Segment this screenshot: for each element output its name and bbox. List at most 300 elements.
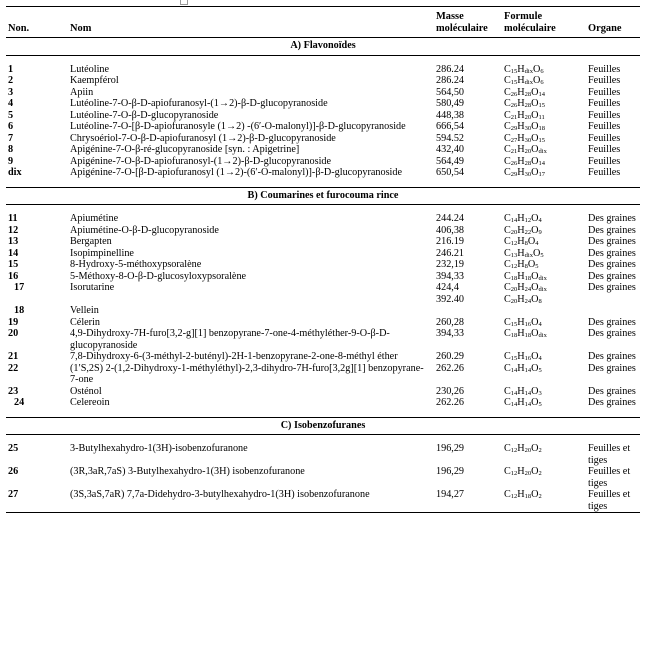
table-row: [6, 87, 640, 99]
compound-no: 4: [8, 98, 14, 109]
formula-element: C: [504, 109, 511, 121]
table-row: [6, 466, 640, 489]
section-title: C) Isobenzofuranes: [6, 417, 640, 435]
table-row: [6, 248, 640, 260]
compound-name: 4,9-Dihydroxy-7H-furo[3,2-g][1] benzopyrane-7-one-4-méthyléther-9-O-β-D-glucopyranoside: [70, 328, 390, 351]
formula-element: H: [517, 362, 525, 374]
compound-name: 3-Butylhexahydro-1(3H)-isobenzofuranone: [70, 443, 248, 454]
mass-value: 424,4: [436, 282, 459, 293]
compound-name: 8-Hydroxy-5-méthoxypsoralène: [70, 259, 202, 270]
molecular-mass: [434, 317, 502, 329]
table-row: [6, 144, 640, 156]
molecular-formula: [504, 133, 545, 144]
formula-subscript: 9: [538, 228, 542, 236]
formula-subscript: 18: [510, 332, 518, 339]
compounds-table: [6, 6, 640, 513]
formula-cell: [502, 55, 586, 75]
compound-name: (3R,3aR,7aS) 3-Butylhexahydro-1(3H) isobenzofuranone: [70, 466, 305, 477]
formula-subscript: 4: [535, 240, 539, 247]
molecular-formula: [504, 282, 547, 293]
formula-element: O: [531, 121, 539, 132]
formula-cell: [502, 121, 586, 133]
organ: Feuilles: [588, 86, 621, 98]
formula-cell: [502, 271, 586, 283]
formula-element: O: [531, 155, 539, 167]
formula-subscript: 8: [524, 263, 528, 270]
formula-subscript: 5: [540, 251, 544, 259]
molecular-mass: [434, 282, 502, 305]
formula-element: C: [504, 443, 511, 454]
mass-value: 286.24: [436, 63, 465, 75]
formula-element: H: [517, 75, 525, 86]
formula-subscript: 12: [510, 470, 518, 477]
compound-no: 12: [8, 224, 19, 236]
formula-subscript: 4: [538, 320, 542, 328]
molecular-formula: [504, 489, 542, 500]
compound-name: Isopimpinelline: [70, 247, 134, 259]
formula-element: O: [531, 109, 539, 121]
table-row: [6, 236, 640, 248]
formula-subscript: 5: [535, 263, 539, 270]
formula-subscript: 12: [510, 263, 518, 270]
formula-element: H: [517, 144, 525, 155]
mass-value: 432,40: [436, 144, 465, 155]
formula-subscript: 4: [538, 217, 542, 224]
mass-value: 244.24: [436, 213, 465, 224]
formula-subscript: dix: [538, 274, 547, 282]
formula-element: C: [504, 144, 511, 155]
formula-subscript: 2: [538, 493, 542, 500]
formula-element: C: [504, 213, 511, 224]
formula-element: O: [531, 397, 539, 408]
formula-cell: [502, 317, 586, 329]
formula-element: O: [531, 224, 539, 236]
organ: Feuilles: [588, 63, 621, 75]
formula-subscript: 15: [510, 67, 518, 75]
compound-name: Lutéoline-7-O-β-D-glucopyranoside: [70, 109, 219, 121]
formula-subscript: 21: [510, 148, 518, 155]
section-title: A) Flavonoïdes: [6, 38, 640, 56]
formula-subscript: 18: [510, 274, 518, 282]
organ: Feuilles et tiges: [588, 466, 631, 489]
organ: Feuilles: [588, 132, 621, 144]
molecular-formula: [504, 363, 542, 374]
compound-name: Lutéoline: [70, 63, 110, 75]
molecular-mass: [434, 236, 502, 248]
formula-subscript: 28: [524, 102, 532, 109]
section-header-row: [6, 187, 640, 205]
formula-subscript: 13: [510, 251, 518, 259]
formula-element: O: [531, 443, 539, 454]
formula-element: O: [531, 351, 539, 362]
compound-no: 16: [8, 270, 19, 282]
table-row: [6, 110, 640, 122]
formula-subscript: 6: [540, 79, 544, 86]
molecular-formula: [504, 443, 542, 454]
organ: Des graines: [588, 213, 636, 224]
formula-cell: [502, 98, 586, 110]
organ: Feuilles: [588, 121, 621, 132]
formula-subscript: dix: [538, 332, 547, 339]
organ: Des graines: [588, 385, 636, 397]
table-row: [6, 98, 640, 110]
mass-value: 230,26: [436, 385, 465, 397]
table-row: [6, 121, 640, 133]
formula-subscript: 2: [538, 470, 542, 477]
molecular-formula: [504, 466, 542, 477]
formula-element: O: [531, 362, 539, 374]
formula-element: H: [517, 282, 525, 293]
formula-subscript: 21: [510, 113, 518, 121]
compound-no: 27: [6, 489, 68, 513]
formula-subscript: 14: [510, 217, 518, 224]
compound-name: Isorutarine: [70, 282, 115, 293]
section-header-row: [6, 417, 640, 435]
formula-subscript: 15: [538, 102, 546, 109]
formula-cell: [502, 328, 586, 351]
formula-cell: [502, 144, 586, 156]
formula-element: O: [531, 328, 539, 339]
mass-value: 196,29: [436, 466, 465, 477]
formula-element: O: [532, 75, 541, 86]
formula-element: O: [531, 144, 539, 155]
formula-subscript: 4: [538, 355, 542, 362]
compound-name: Celereoin: [70, 397, 110, 408]
formula-element: H: [517, 270, 525, 282]
formula-cell: [502, 248, 586, 260]
mass-value: 564,50: [436, 86, 465, 98]
molecular-formula: [504, 156, 545, 167]
formula-subscript: 8: [538, 297, 542, 305]
formula-subscript: 15: [538, 136, 546, 144]
formula-subscript: 18: [524, 493, 532, 500]
compound-no: 6: [8, 121, 14, 132]
mass-value: 262.26: [436, 362, 465, 374]
section-header-row: [6, 38, 640, 56]
table-row: [6, 305, 640, 317]
formula-cell: [502, 110, 586, 122]
molecular-mass: [434, 55, 502, 75]
spacer-row: [6, 409, 640, 418]
table-row: [6, 435, 640, 467]
header-nom: Nom: [70, 22, 92, 34]
formula-element: C: [504, 385, 511, 397]
molecular-formula: [504, 271, 547, 282]
formula-subscript: 18: [524, 274, 532, 282]
formula-subscript: 14: [510, 366, 518, 374]
organ: Des graines: [588, 247, 636, 259]
formula-subscript: 24: [524, 286, 532, 293]
compound-name: (1′S,2S) 2-(1,2-Dihydroxy-1-méthyléthyl)-2,3-dihydro-7H-furo[3,2g][1] benzopyrane-7-one: [70, 362, 424, 385]
molecular-mass: [434, 110, 502, 122]
molecular-mass: [434, 397, 502, 409]
formula-subscript: 14: [524, 401, 532, 408]
formula-element: O: [531, 132, 539, 144]
compound-name: Apigénine-7-O-β-ré-glucopyranoside [syn. : Apigetrine]: [70, 144, 300, 155]
formula-subscript: 14: [538, 90, 546, 98]
formula-subscript: 29: [510, 171, 518, 178]
compound-no: 7: [8, 132, 14, 144]
formula-subscript: 20: [510, 286, 518, 293]
mass-value: 394,33: [436, 270, 465, 282]
formula-cell: [502, 435, 586, 467]
molecular-mass: [434, 271, 502, 283]
mass-value: 196,29: [436, 443, 465, 454]
organ: Des graines: [588, 282, 636, 293]
formula-element: O: [531, 385, 539, 397]
compound-name: Chrysoériol-7-O-β-D-apiofuranosyl (1→2)-β-D-glucopyranoside: [70, 132, 336, 144]
molecular-formula: [504, 75, 544, 86]
formula-subscript: 20: [524, 447, 532, 454]
formula-subscript: 24: [524, 297, 532, 305]
formula-element: H: [517, 466, 525, 477]
compound-no: 20: [8, 328, 19, 339]
compound-no: 9: [8, 155, 14, 167]
compound-name: 7,8-Dihydroxy-6-(3-méthyl-2-butényl)-2H-1-benzopyrane-2-one-8-méthyl éther: [70, 351, 398, 362]
formula-element: C: [504, 155, 511, 167]
organ: Des graines: [588, 397, 636, 408]
compound-no: 24: [14, 397, 25, 408]
formula-element: H: [517, 213, 525, 224]
formula-element: H: [517, 328, 525, 339]
molecular-mass: [434, 156, 502, 168]
molecular-formula: [504, 386, 542, 397]
formula-element: O: [531, 489, 539, 500]
formula-element: C: [504, 270, 511, 282]
formula-cell: [502, 236, 586, 248]
formula-element: C: [504, 259, 511, 270]
formula-cell: [502, 466, 586, 489]
organ: Des graines: [588, 259, 636, 270]
table-row: [6, 156, 640, 168]
compound-no: 23: [8, 385, 19, 397]
molecular-formula: [504, 259, 539, 270]
table-row: [6, 328, 640, 351]
formula-subscript: 8: [524, 240, 528, 247]
table-row: [6, 386, 640, 398]
compound-no: 26: [8, 466, 19, 477]
formula-subscript: 29: [510, 125, 518, 132]
compound-name: Osténol: [70, 385, 102, 397]
mass-value: 286.24: [436, 75, 465, 86]
molecular-formula: [504, 167, 545, 178]
organ: Des graines: [588, 224, 636, 236]
formula-subscript: 14: [538, 159, 546, 167]
formula-subscript: 3: [538, 389, 542, 397]
formula-subscript: 20: [524, 148, 532, 155]
table-row: [6, 282, 640, 305]
formula-element: C: [504, 282, 511, 293]
header-no: Non.: [8, 22, 30, 34]
compound-name: Apigénine-7-O-[β-D-apiofuranosyl (1→2)-(6′-O-malonyl)]-β-D-glucopyranoside: [70, 167, 402, 178]
compound-no: 5: [8, 109, 14, 121]
formula-element: H: [517, 259, 525, 270]
formula-subscript: 16: [524, 355, 532, 362]
section-title: B) Coumarines et furocouma rince: [6, 187, 640, 205]
formula-element: C: [504, 293, 511, 305]
molecular-formula: [504, 98, 545, 109]
mass-value: 650,54: [436, 167, 465, 178]
spacer-row: [6, 179, 640, 188]
compound-no: 25: [8, 443, 19, 454]
formula-subscript: 6: [540, 67, 544, 75]
formula-element: O: [532, 63, 541, 75]
mass-value: 448,38: [436, 109, 465, 121]
compound-no: 19: [8, 316, 19, 328]
formula-cell: [502, 156, 586, 168]
molecular-mass: [434, 466, 502, 489]
organ: Des graines: [588, 270, 636, 282]
mass-value: 394,33: [436, 328, 465, 339]
molecular-formula: [504, 236, 539, 247]
page-edge-mark: [180, 0, 188, 5]
mass-value: 216.19: [436, 236, 465, 247]
formula-element: O: [527, 236, 536, 247]
formula-subscript: 12: [510, 447, 518, 454]
formula-subscript: dix: [538, 148, 547, 155]
formula-subscript: 5: [538, 401, 542, 408]
formula-element: C: [504, 466, 511, 477]
formula-cell: [502, 259, 586, 271]
formula-cell: [502, 282, 586, 305]
formula-subscript: 12: [510, 493, 518, 500]
molecular-mass: [434, 144, 502, 156]
formula-subscript: 20: [524, 113, 532, 121]
formula-subscript: 20: [510, 297, 518, 305]
formula-element: H: [517, 293, 525, 305]
organ: Des graines: [588, 316, 636, 328]
mass-value: 262.26: [436, 397, 465, 408]
compound-name: (3S,3aS,7aR) 7,7a-Didehydro-3-butylhexahydro-1(3H) isobenzofuranone: [68, 489, 434, 513]
formula-cell: [502, 133, 586, 145]
formula-subscript: 12: [524, 217, 532, 224]
compound-name: Vellein: [70, 305, 99, 316]
formula-cell: [502, 87, 586, 99]
table-row: [6, 205, 640, 225]
compound-name: Bergapten: [70, 236, 112, 247]
formula-element: H: [517, 86, 525, 98]
table-row: [6, 167, 640, 179]
compound-no: dix: [8, 167, 22, 178]
formula-cell: [502, 305, 586, 317]
formula-element: C: [504, 397, 511, 408]
table-row: [6, 225, 640, 237]
formula-element: O: [532, 247, 541, 259]
molecular-formula: [504, 351, 542, 362]
molecular-mass: [434, 435, 502, 467]
formula-element: H: [517, 443, 525, 454]
molecular-mass: [434, 248, 502, 260]
formula-element: H: [517, 155, 525, 167]
compound-name: Apiin: [70, 86, 94, 98]
table-row: [6, 271, 640, 283]
molecular-formula: [504, 317, 542, 328]
table-row: [6, 317, 640, 329]
spacer-cell: [6, 179, 640, 188]
formula-cell: [502, 167, 586, 179]
formula-element: O: [531, 270, 539, 282]
molecular-mass: [434, 121, 502, 133]
organ: Des graines: [588, 328, 636, 339]
molecular-mass: [434, 489, 502, 513]
formula-element: C: [504, 224, 511, 236]
molecular-mass: [434, 328, 502, 351]
compound-no: 11: [8, 213, 18, 224]
molecular-formula: [504, 225, 542, 236]
formula-subscript: 18: [524, 332, 532, 339]
mass-value: 666,54: [436, 121, 465, 132]
formula-subscript: 14: [510, 401, 518, 408]
formula-subscript: 11: [538, 113, 545, 121]
molecular-mass: [434, 98, 502, 110]
formula-element: C: [504, 75, 511, 86]
molecular-formula: [504, 87, 545, 98]
mass-value-2: 392.40: [436, 293, 465, 305]
formula-subscript: 28: [524, 90, 532, 98]
compound-no: 8: [8, 144, 14, 155]
formula-element: H: [517, 247, 525, 259]
organ: Feuilles: [588, 98, 621, 109]
compound-name: Lutéoline-7-O-β-D-apiofuranosyl-(1→2)-β-D-glucopyranoside: [70, 98, 328, 109]
formula-subscript: 30: [524, 125, 532, 132]
compound-no: 2: [8, 75, 14, 86]
compound-name: Kaempférol: [70, 75, 119, 86]
formula-element: O: [531, 293, 539, 305]
table-row: [6, 397, 640, 409]
compound-name: 5-Méthoxy-8-O-β-D-glucosyloxypsoralène: [70, 270, 247, 282]
formula-element: C: [504, 362, 511, 374]
formula-element: H: [517, 167, 525, 178]
molecular-mass: [434, 167, 502, 179]
mass-value: 564,49: [436, 155, 465, 167]
table-row: [6, 363, 640, 386]
organ: Feuilles: [588, 144, 621, 155]
formula-element: C: [504, 86, 511, 98]
formula-element: C: [504, 63, 511, 75]
mass-value: 260.29: [436, 351, 465, 362]
formula-subscript: 5: [538, 366, 542, 374]
table-row: [6, 351, 640, 363]
molecular-formula: [504, 121, 545, 132]
mass-value: 406,38: [436, 224, 465, 236]
compound-no: 17: [14, 282, 25, 293]
formula-element: C: [504, 316, 511, 328]
organ: Feuilles: [588, 75, 621, 86]
formula-element: H: [517, 98, 525, 109]
compound-name: Célerin: [70, 316, 100, 328]
molecular-mass: [434, 351, 502, 363]
formula-element: H: [517, 121, 525, 132]
formula-element: C: [504, 167, 511, 178]
header-masse: Masse moléculaire: [436, 11, 488, 34]
formula-element: O: [531, 316, 539, 328]
organ: Des graines: [588, 236, 636, 247]
formula-cell: [502, 225, 586, 237]
organ: Feuilles: [588, 155, 621, 167]
formula-cell: [502, 205, 586, 225]
formula-element: O: [531, 466, 539, 477]
formula-subscript: 15: [510, 355, 518, 362]
compound-no: 15: [8, 259, 19, 270]
molecular-mass: [434, 205, 502, 225]
formula-element: C: [504, 98, 511, 109]
formula-element: O: [531, 213, 539, 224]
formula-subscript: 14: [510, 389, 518, 397]
compound-no: 13: [8, 236, 19, 247]
molecular-mass: [434, 87, 502, 99]
formula-subscript: 17: [538, 171, 546, 178]
formula-element: H: [517, 109, 525, 121]
